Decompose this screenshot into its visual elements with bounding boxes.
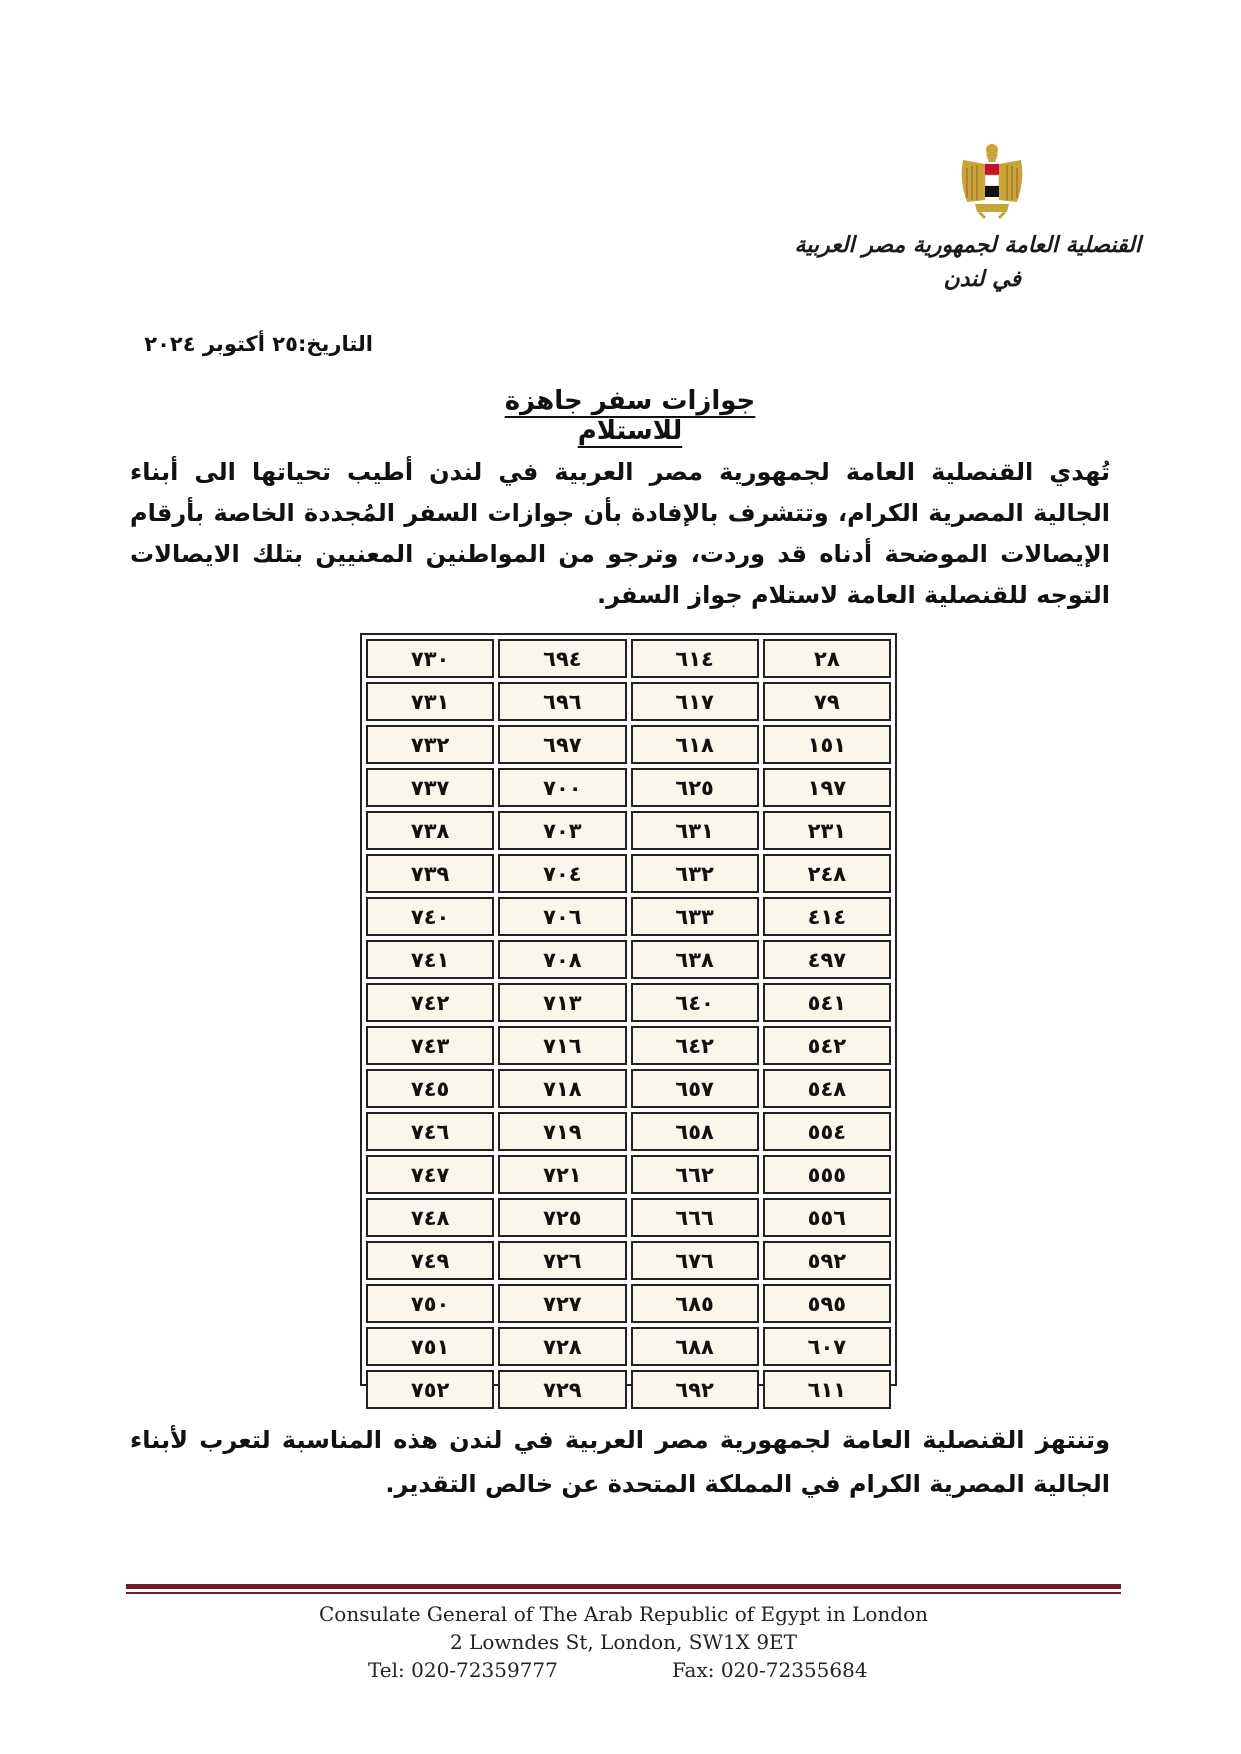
- receipt-number-cell: ٧٩: [763, 682, 891, 721]
- receipt-number-cell: ٧٠٦: [498, 897, 626, 936]
- receipt-number-cell: ٧٠٣: [498, 811, 626, 850]
- table-row: [366, 1198, 891, 1237]
- receipt-number-cell: ٦١٨: [631, 725, 759, 764]
- receipt-number-cell: ٧٢٦: [498, 1241, 626, 1280]
- receipt-number-cell: ٧٥٠: [366, 1284, 494, 1323]
- table-row: [366, 854, 891, 893]
- receipt-number-cell: ١٩٧: [763, 768, 891, 807]
- receipt-numbers-table: [360, 633, 897, 1402]
- receipt-number-cell: ٥٤٨: [763, 1069, 891, 1108]
- intro-paragraph: تُهدي القنصلية العامة لجمهورية مصر العربية في لندن أطيب تحياتها الى أبناء الجالية المصرية الكرام، وتتشرف بالإفادة بأن جوازات السفر المُجددة الخاصة بأرقام الإيصالات الموضحة أدناه قد وردت، وترجو من المواطنين المعنيين بتلك الايصالات التوجه للقنصلية العامة لاستلام جواز السفر.: [130, 458, 1110, 609]
- footer-contact-row: [126, 1656, 1121, 1684]
- table-row: [366, 1026, 891, 1065]
- table-row: [366, 940, 891, 979]
- receipt-number-cell: ٥٩٥: [763, 1284, 891, 1323]
- table-row: [366, 1284, 891, 1323]
- table-row: [366, 1155, 891, 1194]
- receipt-number-cell: ٧٤٨: [366, 1198, 494, 1237]
- table-row: [366, 725, 891, 764]
- receipt-number-cell: ٧٤٣: [366, 1026, 494, 1065]
- receipt-number-cell: ٥٥٤: [763, 1112, 891, 1151]
- receipt-table: [362, 635, 895, 1413]
- receipt-number-cell: ٧٤٢: [366, 983, 494, 1022]
- receipt-number-cell: ٦٧٦: [631, 1241, 759, 1280]
- receipt-number-cell: ٧٣٩: [366, 854, 494, 893]
- receipt-number-cell: ٧٥٢: [366, 1370, 494, 1409]
- receipt-number-cell: ٧٠٨: [498, 940, 626, 979]
- receipt-number-cell: ٦٩٤: [498, 639, 626, 678]
- receipt-number-cell: ٢٣١: [763, 811, 891, 850]
- receipt-number-cell: ٧٢٧: [498, 1284, 626, 1323]
- footer: [126, 1600, 1121, 1684]
- footer-telephone: Tel: 020-72359777: [368, 1658, 558, 1682]
- letterhead-city: في لندن: [943, 266, 1021, 292]
- receipt-number-cell: ٧٣١: [366, 682, 494, 721]
- table-row: [366, 1370, 891, 1409]
- table-row: [366, 1112, 891, 1151]
- letterhead: [541, 228, 1141, 296]
- receipt-number-cell: ٧٣٠: [366, 639, 494, 678]
- eagle-of-saladin-icon: [955, 140, 1029, 220]
- receipt-number-cell: ٧١٦: [498, 1026, 626, 1065]
- receipt-number-cell: ٧٤٩: [366, 1241, 494, 1280]
- receipt-number-cell: ٤١٤: [763, 897, 891, 936]
- table-row: [366, 639, 891, 678]
- receipt-number-cell: ٦٢٥: [631, 768, 759, 807]
- receipt-number-cell: ٦١٧: [631, 682, 759, 721]
- receipt-number-cell: ٧٢٥: [498, 1198, 626, 1237]
- table-row: [366, 1069, 891, 1108]
- table-row: [366, 682, 891, 721]
- receipt-number-cell: ٧٣٧: [366, 768, 494, 807]
- document-title: جوازات سفر جاهزة للاستلام: [504, 386, 756, 446]
- receipt-number-cell: ٦٣١: [631, 811, 759, 850]
- footer-fax: Fax: 020-72355684: [672, 1658, 868, 1682]
- receipt-number-cell: ٦٣٣: [631, 897, 759, 936]
- table-row: [366, 768, 891, 807]
- receipt-number-cell: ٧١٩: [498, 1112, 626, 1151]
- receipt-number-cell: ٧٤١: [366, 940, 494, 979]
- receipt-number-cell: ٦٦٦: [631, 1198, 759, 1237]
- receipt-number-cell: ٦٩٢: [631, 1370, 759, 1409]
- receipt-number-cell: ٥٤٢: [763, 1026, 891, 1065]
- receipt-number-cell: ٦٥٧: [631, 1069, 759, 1108]
- receipt-number-cell: ٦١٤: [631, 639, 759, 678]
- receipt-number-cell: ٦٨٨: [631, 1327, 759, 1366]
- receipt-number-cell: ٧٤٠: [366, 897, 494, 936]
- table-row: [366, 897, 891, 936]
- footer-divider-thick: [126, 1584, 1121, 1589]
- receipt-number-cell: ٧١٨: [498, 1069, 626, 1108]
- receipt-number-cell: ٦٦٢: [631, 1155, 759, 1194]
- document-date: التاريخ:٢٥ أكتوبر ٢٠٢٤: [144, 332, 373, 356]
- receipt-number-cell: ٧١٣: [498, 983, 626, 1022]
- table-row: [366, 1327, 891, 1366]
- receipt-number-cell: ٥٤١: [763, 983, 891, 1022]
- receipt-number-cell: ٧٠٠: [498, 768, 626, 807]
- receipt-number-cell: ٦٤٠: [631, 983, 759, 1022]
- receipt-number-cell: ٥٥٦: [763, 1198, 891, 1237]
- receipt-number-cell: ٦٨٥: [631, 1284, 759, 1323]
- receipt-number-cell: ٢٤٨: [763, 854, 891, 893]
- receipt-number-cell: ٧٣٨: [366, 811, 494, 850]
- footer-consulate-name: Consulate General of The Arab Republic of Egypt in London: [319, 1602, 928, 1626]
- receipt-number-cell: ٢٨: [763, 639, 891, 678]
- table-row: [366, 1241, 891, 1280]
- receipt-number-cell: ٧٤٧: [366, 1155, 494, 1194]
- footer-address: 2 Lowndes St, London, SW1X 9ET: [449, 1630, 797, 1654]
- receipt-number-cell: ٧٥١: [366, 1327, 494, 1366]
- receipt-number-cell: ٦٤٢: [631, 1026, 759, 1065]
- receipt-number-cell: ٦٣٢: [631, 854, 759, 893]
- receipt-number-cell: ٧٢٩: [498, 1370, 626, 1409]
- receipt-number-cell: ٧٤٥: [366, 1069, 494, 1108]
- table-row: [366, 811, 891, 850]
- receipt-number-cell: ٤٩٧: [763, 940, 891, 979]
- receipt-number-cell: ٦٩٧: [498, 725, 626, 764]
- receipt-number-cell: ٦٣٨: [631, 940, 759, 979]
- closing-paragraph: وتنتهز القنصلية العامة لجمهورية مصر العربية في لندن هذه المناسبة لتعرب لأبناء الجالية المصرية الكرام في المملكة المتحدة عن خالص التقدير.: [130, 1426, 1110, 1498]
- letterhead-name: القنصلية العامة لجمهورية مصر العربية: [794, 232, 1141, 258]
- receipt-number-cell: ٦١١: [763, 1370, 891, 1409]
- receipt-number-cell: ٦٥٨: [631, 1112, 759, 1151]
- receipt-number-cell: ٥٩٢: [763, 1241, 891, 1280]
- receipt-number-cell: ١٥١: [763, 725, 891, 764]
- receipt-number-cell: ٦٩٦: [498, 682, 626, 721]
- receipt-number-cell: ٧٠٤: [498, 854, 626, 893]
- receipt-number-cell: ٧٢٨: [498, 1327, 626, 1366]
- receipt-number-cell: ٧٢١: [498, 1155, 626, 1194]
- receipt-number-cell: ٦٠٧: [763, 1327, 891, 1366]
- receipt-number-cell: ٥٥٥: [763, 1155, 891, 1194]
- footer-divider-thin: [126, 1592, 1121, 1594]
- receipt-number-cell: ٧٤٦: [366, 1112, 494, 1151]
- receipt-number-cell: ٧٣٢: [366, 725, 494, 764]
- table-row: [366, 983, 891, 1022]
